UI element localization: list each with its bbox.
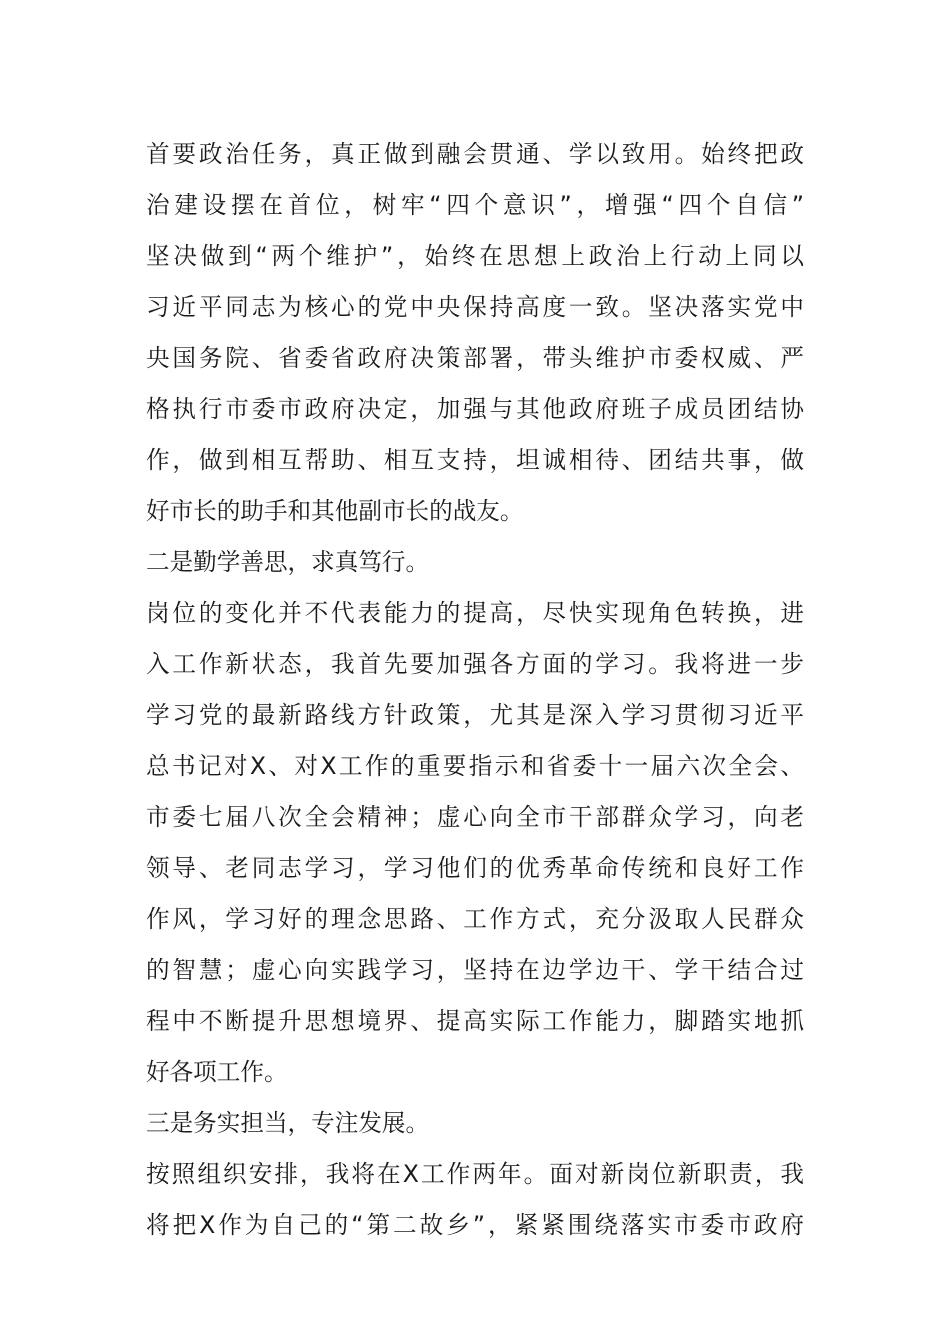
body-text-line: 作风，学习好的理念思路、工作方式，充分汲取人民群众 bbox=[146, 905, 804, 933]
body-text-line: 好市长的助手和其他副市长的战友。 bbox=[146, 497, 524, 525]
body-text-line: 作，做到相互帮助、相互支持，坦诚相待、团结共事，做 bbox=[146, 446, 804, 474]
body-text-line: 首要政治任务，真正做到融会贯通、学以致用。始终把政 bbox=[146, 140, 804, 168]
body-text-line: 市委七届八次全会精神；虚心向全市干部群众学习，向老 bbox=[146, 803, 804, 831]
body-text-line: 的智慧；虚心向实践学习，坚持在边学边干、学干结合过 bbox=[146, 956, 804, 984]
body-text-line: 将把X作为自己的“第二故乡”，紧紧围绕落实市委市政府 bbox=[146, 1211, 804, 1239]
body-text-line: 按照组织安排，我将在X工作两年。面对新岗位新职责，我 bbox=[146, 1160, 804, 1188]
body-text-line: 央国务院、省委省政府决策部署，带头维护市委权威、严 bbox=[146, 344, 804, 372]
body-text-line: 格执行市委市政府决定，加强与其他政府班子成员团结协 bbox=[146, 395, 804, 423]
section-heading: 三是务实担当，专注发展。 bbox=[146, 1109, 430, 1137]
body-text-line: 学习党的最新路线方针政策，尤其是深入学习贯彻习近平 bbox=[146, 701, 804, 729]
body-text-line: 习近平同志为核心的党中央保持高度一致。坚决落实党中 bbox=[146, 293, 804, 321]
body-text-line: 程中不断提升思想境界、提高实际工作能力，脚踏实地抓 bbox=[146, 1007, 804, 1035]
body-text-line: 总书记对X、对X工作的重要指示和省委十一届六次全会、 bbox=[146, 752, 804, 780]
body-text-line: 治建设摆在首位，树牢“四个意识”，增强“四个自信” bbox=[146, 191, 804, 219]
body-text-line: 坚决做到“两个维护”，始终在思想上政治上行动上同以 bbox=[146, 242, 804, 270]
body-text-line: 好各项工作。 bbox=[146, 1058, 288, 1086]
section-heading: 二是勤学善思，求真笃行。 bbox=[146, 548, 430, 576]
body-text-line: 领导、老同志学习，学习他们的优秀革命传统和良好工作 bbox=[146, 854, 804, 882]
body-text-line: 入工作新状态，我首先要加强各方面的学习。我将进一步 bbox=[146, 650, 804, 678]
body-text-line: 岗位的变化并不代表能力的提高，尽快实现角色转换，进 bbox=[146, 599, 804, 627]
